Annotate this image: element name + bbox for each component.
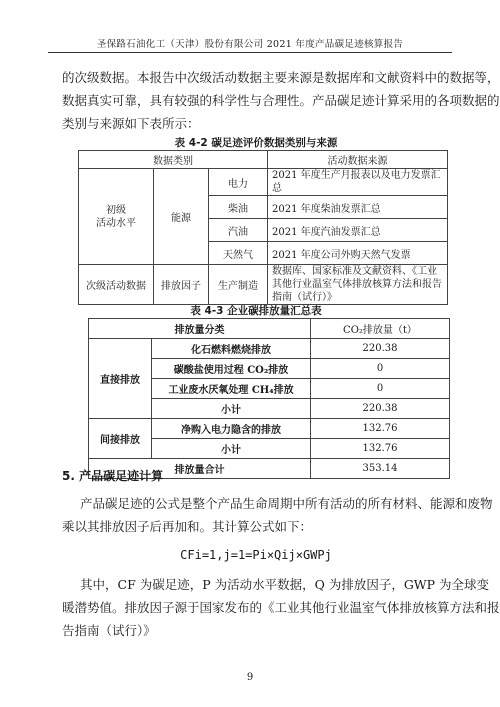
table2-item: 净购入电力隐含的排放 — [152, 419, 311, 439]
table2-value: 0 — [311, 359, 450, 379]
table2-group-indirect: 间接排放 — [89, 419, 152, 459]
header-rule — [48, 52, 452, 53]
table2-value: 220.38 — [311, 339, 450, 359]
table2-subtotal-value: 132.76 — [311, 439, 450, 459]
table1-group-primary: 初级 活动水平 — [79, 169, 154, 265]
table2-value: 0 — [311, 379, 450, 399]
table2-total-value: 353.14 — [311, 459, 450, 479]
section-heading: 5. 产品碳足迹计算 — [62, 469, 164, 483]
footprint-formula: CFi=1,j=1=Pi×Qij×GWPj — [180, 548, 332, 562]
intro-line-1: 的次级数据。本报告中次级活动数据主要来源是数据库和文献资料中的数据等， — [62, 70, 500, 85]
table1-source: 2021 年度汽油发票汇总 — [268, 219, 448, 242]
table2-subtotal-label: 小计 — [152, 399, 311, 419]
table1-header-source: 活动数据来源 — [268, 151, 448, 169]
table1-subgroup-energy: 能源 — [154, 169, 209, 265]
table2-item: 碳酸盐使用过程 CO₂排放 — [152, 359, 311, 379]
emission-summary-table — [88, 318, 450, 479]
table1-header-category: 数据类别 — [79, 151, 268, 169]
intro-line-3: 类别与来源如下表所示： — [62, 116, 200, 131]
table2-subtotal-value: 220.38 — [311, 399, 450, 419]
section-para2-line-2: 暖潜势值。排放因子源于国家发布的《工业其他行业温室气体排放核算方法和报 — [62, 600, 500, 615]
page-header: 圣保路石油化工（天津）股份有限公司 2021 年度产品碳足迹核算报告 — [96, 39, 404, 50]
table2-header-category: 排放量分类 — [89, 319, 311, 339]
table1-source: 数据库、国家标准及文献资料、《工业其他行业温室气体排放核算方法和报告指南（试行）》 — [268, 265, 448, 305]
table1-source: 2021 年度柴油发票汇总 — [268, 196, 448, 219]
intro-line-2: 数据真实可靠，具有较强的科学性与合理性。产品碳足迹计算采用的各项数据的 — [62, 93, 500, 108]
table2-item: 化石燃料燃烧排放 — [152, 339, 311, 359]
table2-subtotal-label: 小计 — [152, 439, 311, 459]
section-para1-line-2: 乘以其排放因子后再加和。其计算公式如下： — [62, 519, 313, 534]
page-number: 9 — [246, 672, 254, 683]
table1-item: 天然气 — [209, 242, 268, 265]
section-para1-line-1: 产品碳足迹的公式是整个产品生命周期中所有活动的所有材料、能源和废物 — [80, 496, 493, 511]
table2-value: 132.76 — [311, 419, 450, 439]
table1-source: 2021 年度生产月报表以及电力发票汇总 — [268, 169, 448, 196]
table1-source: 2021 年度公司外购天然气发票 — [268, 242, 448, 265]
table1-item: 柴油 — [209, 196, 268, 219]
section-para2-line-1: 其中，CF 为碳足迹，P 为活动水平数据，Q 为排放因子，GWP 为全球变 — [80, 577, 490, 592]
data-source-table — [78, 150, 448, 305]
table2-header-value: CO₂排放量（t） — [311, 319, 450, 339]
table1-group-secondary: 次级活动数据 — [79, 265, 154, 305]
table2-group-direct: 直接排放 — [89, 339, 152, 419]
table1-subgroup-factor: 排放因子 — [154, 265, 209, 305]
table2-caption: 表 4-3 企业碳排放量汇总表 — [190, 305, 322, 317]
table2-total-label: 排放量合计 — [89, 459, 311, 479]
table1-item: 电力 — [209, 169, 268, 196]
section-para2-line-3: 告指南（试行）》 — [62, 623, 156, 638]
table1-caption: 表 4-2 碳足迹评价数据类别与来源 — [174, 137, 338, 149]
table1-item: 生产制造 — [209, 265, 268, 305]
table1-item: 汽油 — [209, 219, 268, 242]
table2-item: 工业废水厌氧处理 CH₄排放 — [152, 379, 311, 399]
